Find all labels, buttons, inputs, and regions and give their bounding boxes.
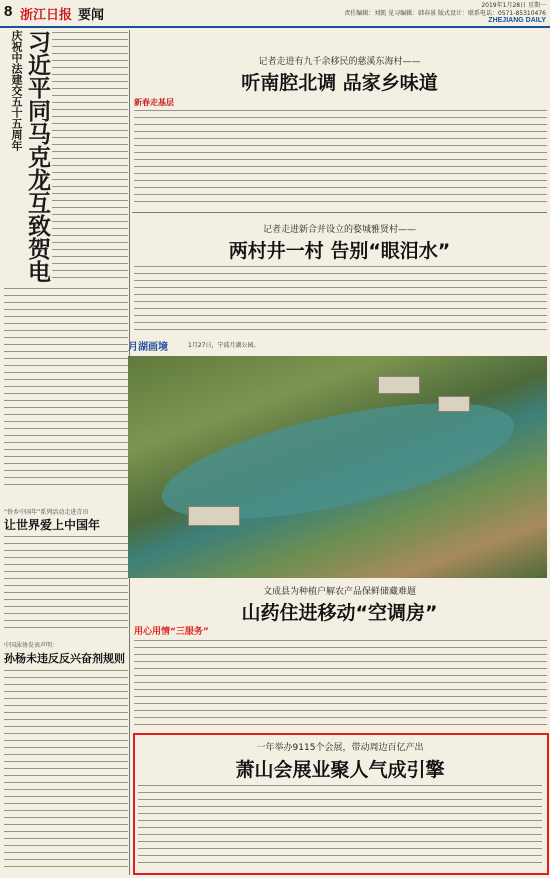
left1-headline: 让世界爱上中国年 xyxy=(4,518,101,532)
article1-headline: 听南腔北调 品家乡味道 xyxy=(241,72,438,94)
article1-kicker: 记者走进有九千余移民的慈溪东海村—— xyxy=(258,57,421,67)
date-line: 2019年1月28日 星期一 xyxy=(481,2,546,9)
article4-headline: 萧山会展业聚人气成引擎 xyxy=(235,759,445,781)
building xyxy=(378,376,420,394)
left2-headline: 孙杨未违反反兴奋剂规则 xyxy=(4,652,125,665)
masthead: 浙江日报 xyxy=(20,8,73,23)
article2-headline: 两村井一村 告别“眼泪水” xyxy=(228,240,451,262)
daily-label: ZHEJIANG DAILY xyxy=(488,17,546,24)
article1-body xyxy=(134,108,547,208)
article2-body xyxy=(134,264,547,330)
left1-body xyxy=(4,534,128,630)
article4-kicker: 一年举办9115个会展，带动周边百亿产出 xyxy=(256,743,424,753)
photo-label: 月湖画境 xyxy=(128,342,168,353)
page-header xyxy=(0,0,550,28)
divider xyxy=(132,212,547,213)
lead-headline: 习近平同马克龙互致贺电 xyxy=(24,30,51,283)
page-number: 8 xyxy=(4,3,13,20)
left1-kicker: “侨乡中国年”系列活动走进青田 xyxy=(4,509,89,516)
building xyxy=(188,506,240,526)
article4-section-label: 用心用情“三服务” xyxy=(134,627,209,637)
article3-kicker: 文成县为种植户解农产品保鲜储藏难题 xyxy=(262,587,416,597)
header-meta xyxy=(344,2,546,18)
lead-body-2 xyxy=(4,286,128,486)
lake-photo xyxy=(128,356,547,578)
article3-headline: 山药住进移动“空调房” xyxy=(241,602,438,624)
editors-line: 责任编辑：刘凯 见习编辑：韩春景 版式设计：联系电话：0571-85310476 xyxy=(344,10,546,17)
left2-body xyxy=(4,668,128,873)
photo-caption: 1月27日，宁波月湖公园。 xyxy=(188,342,260,349)
article1-badge: 新春走基层 xyxy=(134,98,174,107)
left2-kicker: 中国泳协发表声明： xyxy=(4,642,59,649)
lead-body xyxy=(52,30,128,280)
article2-kicker: 记者走进新合并设立的婺城雅贤村—— xyxy=(262,225,416,235)
building xyxy=(438,396,470,412)
section-name: 要闻 xyxy=(78,8,105,23)
article4-body xyxy=(138,783,542,867)
photo-caption-bar xyxy=(128,336,547,354)
article3-body xyxy=(134,638,547,730)
lead-subtitle: 庆祝中法建交五十五周年 xyxy=(10,30,23,151)
